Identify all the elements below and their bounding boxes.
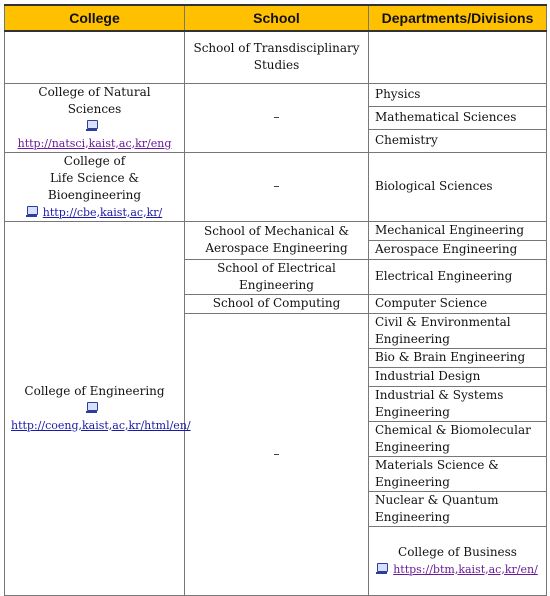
dept-cell: Nuclear & Quantum Engineering xyxy=(369,491,547,526)
dept-cell: Chemistry xyxy=(369,129,547,152)
school-cell: School of Computing xyxy=(185,294,369,313)
header-departments: Departments/Divisions xyxy=(369,5,547,31)
header-school: School xyxy=(185,5,369,31)
table-row xyxy=(5,152,547,221)
school-cell: School of Electrical Engineering xyxy=(185,259,369,294)
dept-cell: Mechanical Engineering xyxy=(369,221,547,240)
computer-icon xyxy=(87,120,98,129)
computer-icon xyxy=(87,402,98,411)
dept-cell: Materials Science & Engineering xyxy=(369,456,547,491)
college-cell-empty xyxy=(5,31,185,83)
college-link[interactable]: http://natsci,kaist,ac,kr/eng xyxy=(17,136,172,150)
college-cell xyxy=(5,221,191,595)
college-cell xyxy=(369,526,547,595)
dept-cell: Mathematical Sciences xyxy=(369,106,547,129)
school-cell: – xyxy=(185,313,369,595)
college-name: College of Natural Sciences xyxy=(38,84,151,116)
dept-cell: Chemical & Biomolecular Engineering xyxy=(369,421,547,456)
dept-cell-empty xyxy=(369,31,547,83)
dept-cell: Electrical Engineering xyxy=(369,259,547,294)
school-cell: – xyxy=(185,152,369,221)
college-name: College of Engineering xyxy=(24,383,165,398)
header-college: College xyxy=(5,5,185,31)
college-name-line: Bioengineering xyxy=(47,187,142,202)
dept-cell: Physics xyxy=(369,83,547,106)
college-name-line: Life Science & xyxy=(49,170,140,185)
college-cell xyxy=(5,152,185,221)
college-cell xyxy=(5,83,185,152)
table-row xyxy=(5,221,547,240)
dept-cell: Aerospace Engineering xyxy=(369,240,547,259)
college-name: College of Business xyxy=(398,544,517,559)
school-cell: School of Mechanical & Aerospace Engineering xyxy=(185,221,369,259)
college-link[interactable]: http://cbe,kaist,ac,kr/ xyxy=(42,205,163,219)
colleges-table xyxy=(4,4,547,596)
college-link[interactable]: https://btm,kaist,ac,kr/en/ xyxy=(393,562,538,576)
school-cell: School of Transdisciplinary Studies xyxy=(185,31,369,83)
computer-icon xyxy=(27,206,38,215)
college-link[interactable]: http://coeng,kaist,ac,kr/html/en/ xyxy=(11,418,191,432)
dept-cell: Industrial Design xyxy=(369,367,547,386)
header-row xyxy=(5,5,547,31)
college-name-line: College of xyxy=(63,153,126,168)
dept-cell: Bio & Brain Engineering xyxy=(369,348,547,367)
table-row xyxy=(5,83,547,106)
dept-cell: Computer Science xyxy=(369,294,547,313)
table-row xyxy=(5,31,547,83)
dept-cell: Biological Sciences xyxy=(369,152,547,221)
dept-cell: Industrial & Systems Engineering xyxy=(369,386,547,421)
school-cell: – xyxy=(185,83,369,152)
dept-cell: Civil & Environmental Engineering xyxy=(369,313,547,348)
